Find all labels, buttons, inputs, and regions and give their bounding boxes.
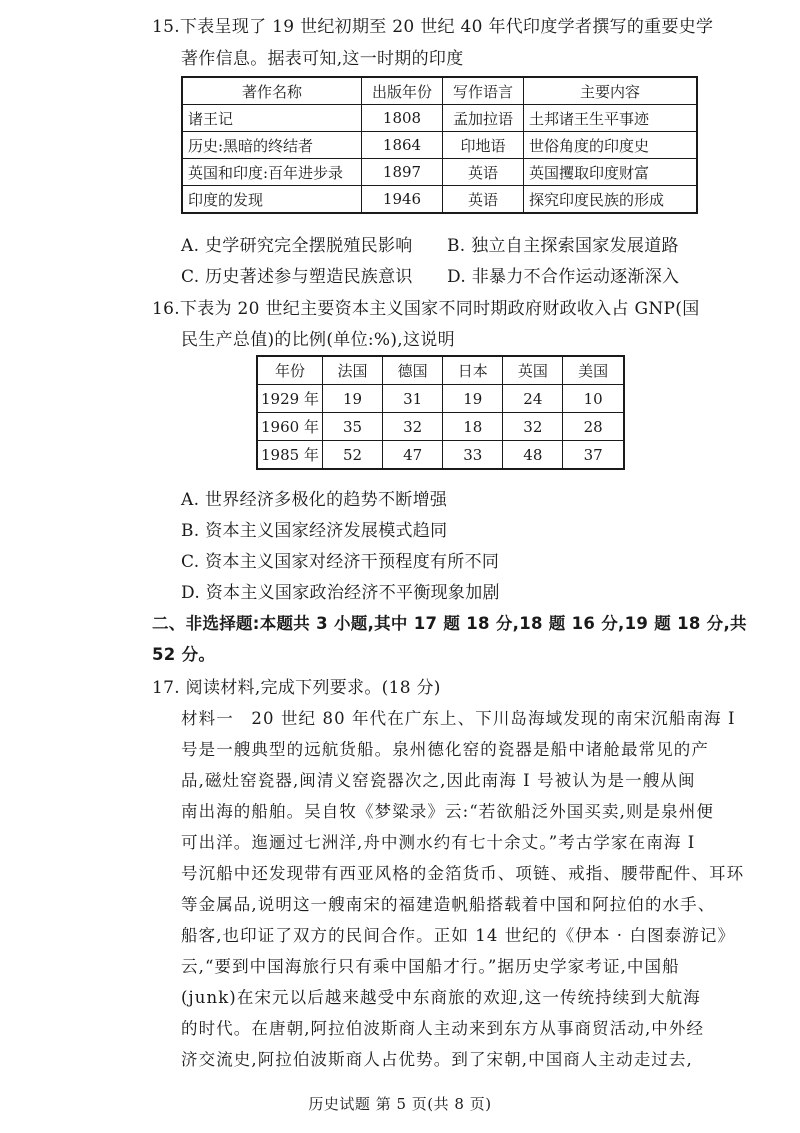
table-cell: 孟加拉语	[443, 105, 524, 132]
table-cell: 印地语	[443, 132, 524, 159]
table-cell: 18	[443, 413, 503, 441]
table-cell: 32	[383, 413, 443, 441]
table-cell: 土邦诸王生平事迹	[524, 105, 698, 132]
table-header-cell: 法国	[323, 356, 383, 385]
table-cell: 1929 年	[257, 385, 323, 413]
material-line: 号沉船中还发现带有西亚风格的金箔货币、项链、戒指、腰带配件、耳环	[181, 864, 745, 883]
table-cell: 33	[443, 441, 503, 470]
material-line: 的时代。在唐朝,阿拉伯波斯商人主动来到东方从事商贸活动,中外经	[181, 1019, 705, 1038]
table-cell: 诸王记	[182, 105, 362, 132]
table-cell: 35	[323, 413, 383, 441]
material-line: 济交流史,阿拉伯波斯商人占优势。到了宋朝,中国商人主动走过去,	[181, 1050, 693, 1069]
material-line: 品,磁灶窑瓷器,闽清义窑瓷器次之,因此南海 I 号被认为是一艘从闽	[181, 771, 696, 790]
q16-stem-line2: 民生产总值)的比例(单位:%),这说明	[181, 330, 455, 350]
q17-title: 17. 阅读材料,完成下列要求。(18 分)	[152, 678, 441, 698]
material-line: 等金属品,说明这一艘南宋的福建造帆船搭载着中国和阿拉伯的水手、	[181, 895, 716, 914]
table-header-cell: 年份	[257, 356, 323, 385]
q15-option-b: B. 独立自主探索国家发展道路	[447, 236, 679, 256]
table-row	[182, 186, 697, 214]
table-row	[182, 105, 697, 132]
table-cell: 1864	[362, 132, 443, 159]
table-cell: 印度的发现	[182, 186, 362, 214]
table-cell: 历史:黑暗的终结者	[182, 132, 362, 159]
q16-option-c: C. 资本主义国家对经济干预程度有所不同	[181, 552, 500, 572]
table-cell: 19	[323, 385, 383, 413]
section-heading-line1: 二、非选择题:本题共 3 小题,其中 17 题 18 分,18 题 16 分,19 题 18 分,共	[152, 614, 747, 633]
table-header-cell: 德国	[383, 356, 443, 385]
table-cell: 英语	[443, 186, 524, 214]
table-header-cell: 出版年份	[362, 77, 443, 105]
table-cell: 探究印度民族的形成	[524, 186, 698, 214]
table-cell: 19	[443, 385, 503, 413]
table-cell: 1985 年	[257, 441, 323, 470]
table-cell: 世俗角度的印度史	[524, 132, 698, 159]
table-row	[257, 385, 624, 413]
table-cell: 英国攫取印度财富	[524, 159, 698, 186]
table-row	[257, 441, 624, 470]
table-header-cell: 美国	[563, 356, 624, 385]
table-cell: 英语	[443, 159, 524, 186]
q15-stem-line1: 15.下表呈现了 19 世纪初期至 20 世纪 40 年代印度学者撰写的重要史学	[152, 17, 714, 37]
table-header-row	[182, 77, 697, 105]
material-line: 可出洋。迤逦过七洲洋,舟中测水约有七十余丈。”考古学家在南海 I	[181, 833, 696, 852]
q16-stem-line1: 16.下表为 20 世纪主要资本主义国家不同时期政府财政收入占 GNP(国	[152, 299, 700, 319]
table-cell: 37	[563, 441, 624, 470]
table-row	[257, 413, 624, 441]
q15-option-a: A. 史学研究完全摆脱殖民影响	[181, 236, 413, 256]
q15-option-c: C. 历史著述参与塑造民族意识	[181, 267, 413, 287]
q16-option-a: A. 世界经济多极化的趋势不断增强	[181, 490, 448, 510]
material-line: (junk)在宋元以后越来越受中东商旅的欢迎,这一传统持续到大航海	[181, 988, 701, 1007]
q16-option-d: D. 资本主义国家政治经济不平衡现象加剧	[181, 583, 500, 603]
material-line: 材料一 20 世纪 80 年代在广东上、下川岛海域发现的南宋沉船南海 I	[181, 709, 736, 728]
section-heading-line2: 52 分。	[152, 645, 216, 664]
table-header-row	[257, 356, 624, 385]
table-cell: 24	[503, 385, 563, 413]
table-header-cell: 著作名称	[182, 77, 362, 105]
table-cell: 1946	[362, 186, 443, 214]
table-cell: 28	[563, 413, 624, 441]
q15-stem-line2: 著作信息。据表可知,这一时期的印度	[181, 49, 464, 69]
material-line: 船客,也印证了双方的民间合作。正如 14 世纪的《伊本 · 白图泰游记》	[181, 926, 736, 945]
page-footer: 历史试题 第 5 页(共 8 页)	[308, 1095, 492, 1113]
table-header-cell: 写作语言	[443, 77, 524, 105]
table-cell: 1808	[362, 105, 443, 132]
material-line: 号是一艘典型的远航货船。泉州德化窑的瓷器是船中诸舱最常见的产	[181, 740, 709, 759]
table-cell: 47	[383, 441, 443, 470]
q16-table	[256, 355, 625, 470]
table-header-cell: 英国	[503, 356, 563, 385]
table-cell: 48	[503, 441, 563, 470]
material-line: 云,“要到中国海旅行只有乘中国船才行。”据历史学家考证,中国船	[181, 957, 680, 976]
table-header-cell: 日本	[443, 356, 503, 385]
table-cell: 32	[503, 413, 563, 441]
table-row	[182, 159, 697, 186]
q15-table	[181, 76, 698, 214]
table-cell: 52	[323, 441, 383, 470]
table-header-cell: 主要内容	[524, 77, 698, 105]
material-line: 南出海的船舶。吴自牧《梦粱录》云:“若欲船泛外国买卖,则是泉州便	[181, 802, 714, 821]
table-cell: 英国和印度:百年进步录	[182, 159, 362, 186]
table-cell: 1897	[362, 159, 443, 186]
table-cell: 1960 年	[257, 413, 323, 441]
table-row	[182, 132, 697, 159]
q16-option-b: B. 资本主义国家经济发展模式趋同	[181, 521, 448, 541]
table-cell: 10	[563, 385, 624, 413]
table-cell: 31	[383, 385, 443, 413]
q15-option-d: D. 非暴力不合作运动逐渐深入	[447, 267, 680, 287]
